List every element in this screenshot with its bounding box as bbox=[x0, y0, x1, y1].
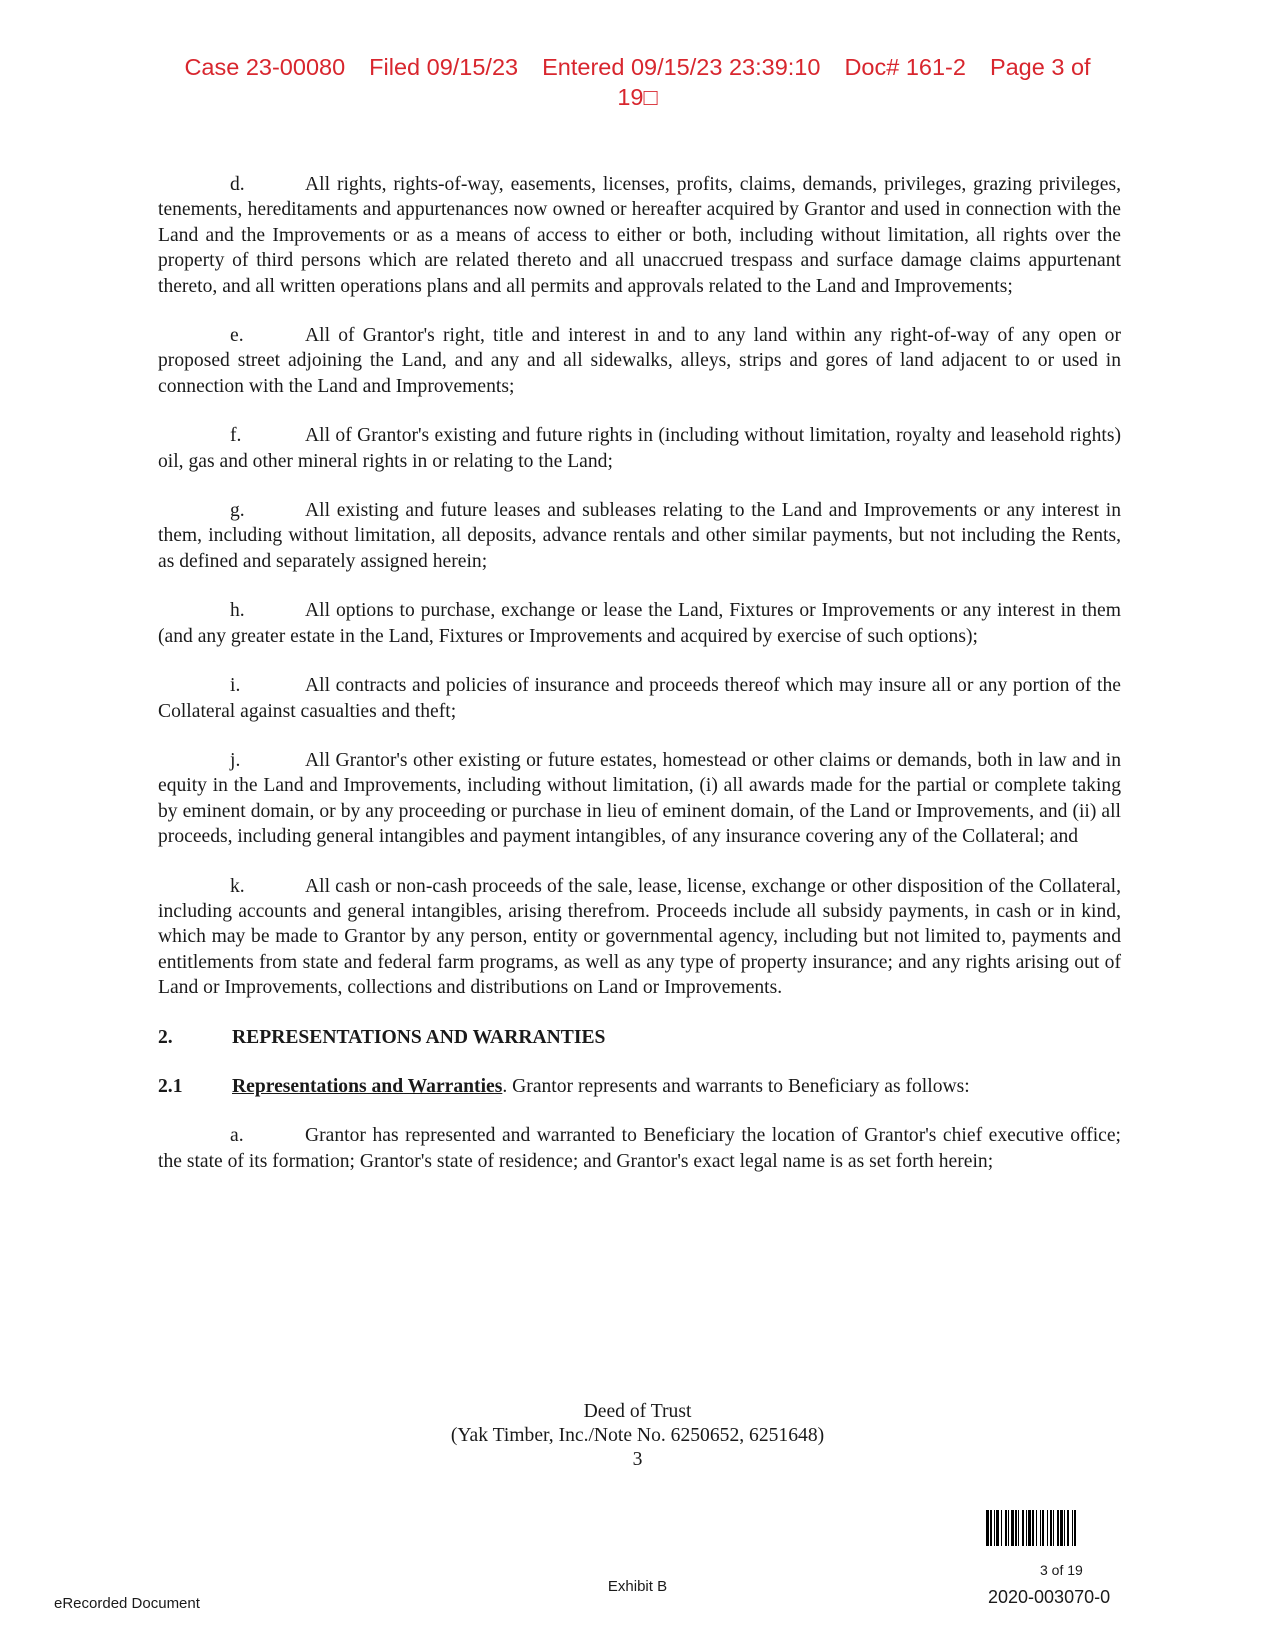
paragraph-f bbox=[158, 423, 1121, 474]
paragraph-text: All existing and future leases and subleases relating to the Land and Improvements or any interest in them, including without limitation, all deposits, advance rentals and other similar payments, but not including the Rents, as defined and separately assigned herein; bbox=[158, 500, 1121, 572]
section-title: REPRESENTATIONS AND WARRANTIES bbox=[232, 1026, 606, 1048]
paragraph-h bbox=[158, 598, 1121, 649]
paragraph-text: All rights, rights-of-way, easements, licenses, profits, claims, demands, privileges, grazing privileges, tenements, hereditaments and appurtenances now owned or hereafter acquired by Grantor and used in connection with the Land and the Improvements or as a means of access to either or both, including without limitation, all rights over the property of third persons which are related thereto and all unaccrued trespass and surface damage claims appurtenant thereto, and all written operations plans and all permits and approvals related to the Land and Improvements; bbox=[158, 174, 1121, 297]
court-filing-stamp bbox=[0, 52, 1275, 112]
paragraph-label: e. bbox=[230, 325, 244, 347]
stamp-case: Case 23-00080 bbox=[184, 54, 346, 80]
paragraph-d bbox=[158, 172, 1121, 299]
paragraph-label: j. bbox=[230, 749, 241, 771]
paragraph-text: All Grantor's other existing or future estates, homestead or other claims or demands, both in law and in equity in the Land and Improvements, including without limitation, (i) all awards made for the partial or complete taking by eminent domain, or by any proceeding or purchase in lieu of eminent domain, of the Land or Improvements, and (ii) all proceeds, including general intangibles and payment intangibles, of any insurance covering any of the Collateral; and bbox=[158, 749, 1121, 848]
recording-doc-number: 2020-003070-0 bbox=[988, 1587, 1111, 1607]
subsection-title: Representations and Warranties bbox=[232, 1075, 503, 1097]
subsection-number: 2.1 bbox=[158, 1075, 183, 1097]
paragraph-k bbox=[158, 874, 1121, 1001]
stamp-page-total: 19□ bbox=[617, 84, 658, 110]
barcode bbox=[986, 1510, 1156, 1546]
paragraph-j bbox=[158, 748, 1121, 850]
paragraph-label: d. bbox=[230, 174, 245, 195]
paragraph-label: i. bbox=[230, 675, 241, 697]
subsection bbox=[158, 1074, 1121, 1099]
paragraph-label: k. bbox=[230, 875, 245, 897]
subsection-text: . Grantor represents and warrants to Beneficiary as follows: bbox=[502, 1075, 970, 1097]
footer-title: Deed of Trust bbox=[583, 1401, 692, 1422]
paragraph-text: Grantor has represented and warranted to Beneficiary the location of Grantor's chief executive office; the state of its formation; Grantor's state of residence; and Grantor's exact legal name is as set forth herein; bbox=[158, 1125, 1121, 1172]
recording-page-of: 3 of 19 bbox=[1040, 1562, 1083, 1578]
document-body bbox=[158, 172, 1121, 1198]
paragraph-g bbox=[158, 498, 1121, 574]
paragraph-text: All contracts and policies of insurance and proceeds thereof which may insure all or any portion of the Collateral against casualties and theft; bbox=[158, 675, 1121, 722]
paragraph-label: a. bbox=[230, 1125, 244, 1147]
paragraph-text: All of Grantor's right, title and interest in and to any land within any right-of-way of any open or proposed street adjoining the Land, and any and all sidewalks, alleys, strips and gores of land adjacent to or used in connection with the Land and Improvements; bbox=[158, 325, 1121, 397]
paragraph-i bbox=[158, 673, 1121, 724]
stamp-doc: Doc# 161-2 bbox=[844, 54, 966, 80]
paragraph-text: All cash or non-cash proceeds of the sale, lease, license, exchange or other disposition of the Collateral, including accounts and general intangibles, arising therefrom. Proceeds include all subsidy payments, in cash or in kind, which may be made to Grantor by any person, entity or governmental agency, including but not limited to, payments and entitlements from state and federal farm programs, as well as any type of property insurance; and any rights arising out of Land or Improvements, collections and distributions on Land or Improvements. bbox=[158, 875, 1121, 999]
paragraph-2-1-a bbox=[158, 1123, 1121, 1174]
paragraph-text: All options to purchase, exchange or lease the Land, Fixtures or Improvements or any interest in them (and any greater estate in the Land, Fixtures or Improvements and acquired by exercise of such options); bbox=[158, 600, 1121, 647]
paragraph-label: g. bbox=[230, 500, 245, 522]
barcode-stripe bbox=[1074, 1510, 1076, 1546]
paragraph-text: All of Grantor's existing and future rights in (including without limitation, royalty and leasehold rights) oil, gas and other mineral rights in or relating to the Land; bbox=[158, 425, 1121, 472]
paragraph-label: f. bbox=[230, 425, 242, 447]
paragraph-e bbox=[158, 323, 1121, 399]
document-footer bbox=[0, 1400, 1275, 1472]
footer-page-number: 3 bbox=[632, 1449, 643, 1470]
paragraph-label: h. bbox=[230, 600, 245, 622]
exhibit-label: Exhibit B bbox=[607, 1578, 668, 1595]
stamp-entered: Entered 09/15/23 23:39:10 bbox=[542, 54, 821, 80]
stamp-filed: Filed 09/15/23 bbox=[369, 54, 519, 80]
erecorded-label: eRecorded Document bbox=[54, 1595, 200, 1612]
stamp-page: Page 3 of bbox=[989, 54, 1091, 80]
section-heading bbox=[158, 1025, 1121, 1050]
section-number: 2. bbox=[158, 1026, 173, 1048]
footer-subtitle: (Yak Timber, Inc./Note No. 6250652, 6251648) bbox=[450, 1425, 825, 1446]
